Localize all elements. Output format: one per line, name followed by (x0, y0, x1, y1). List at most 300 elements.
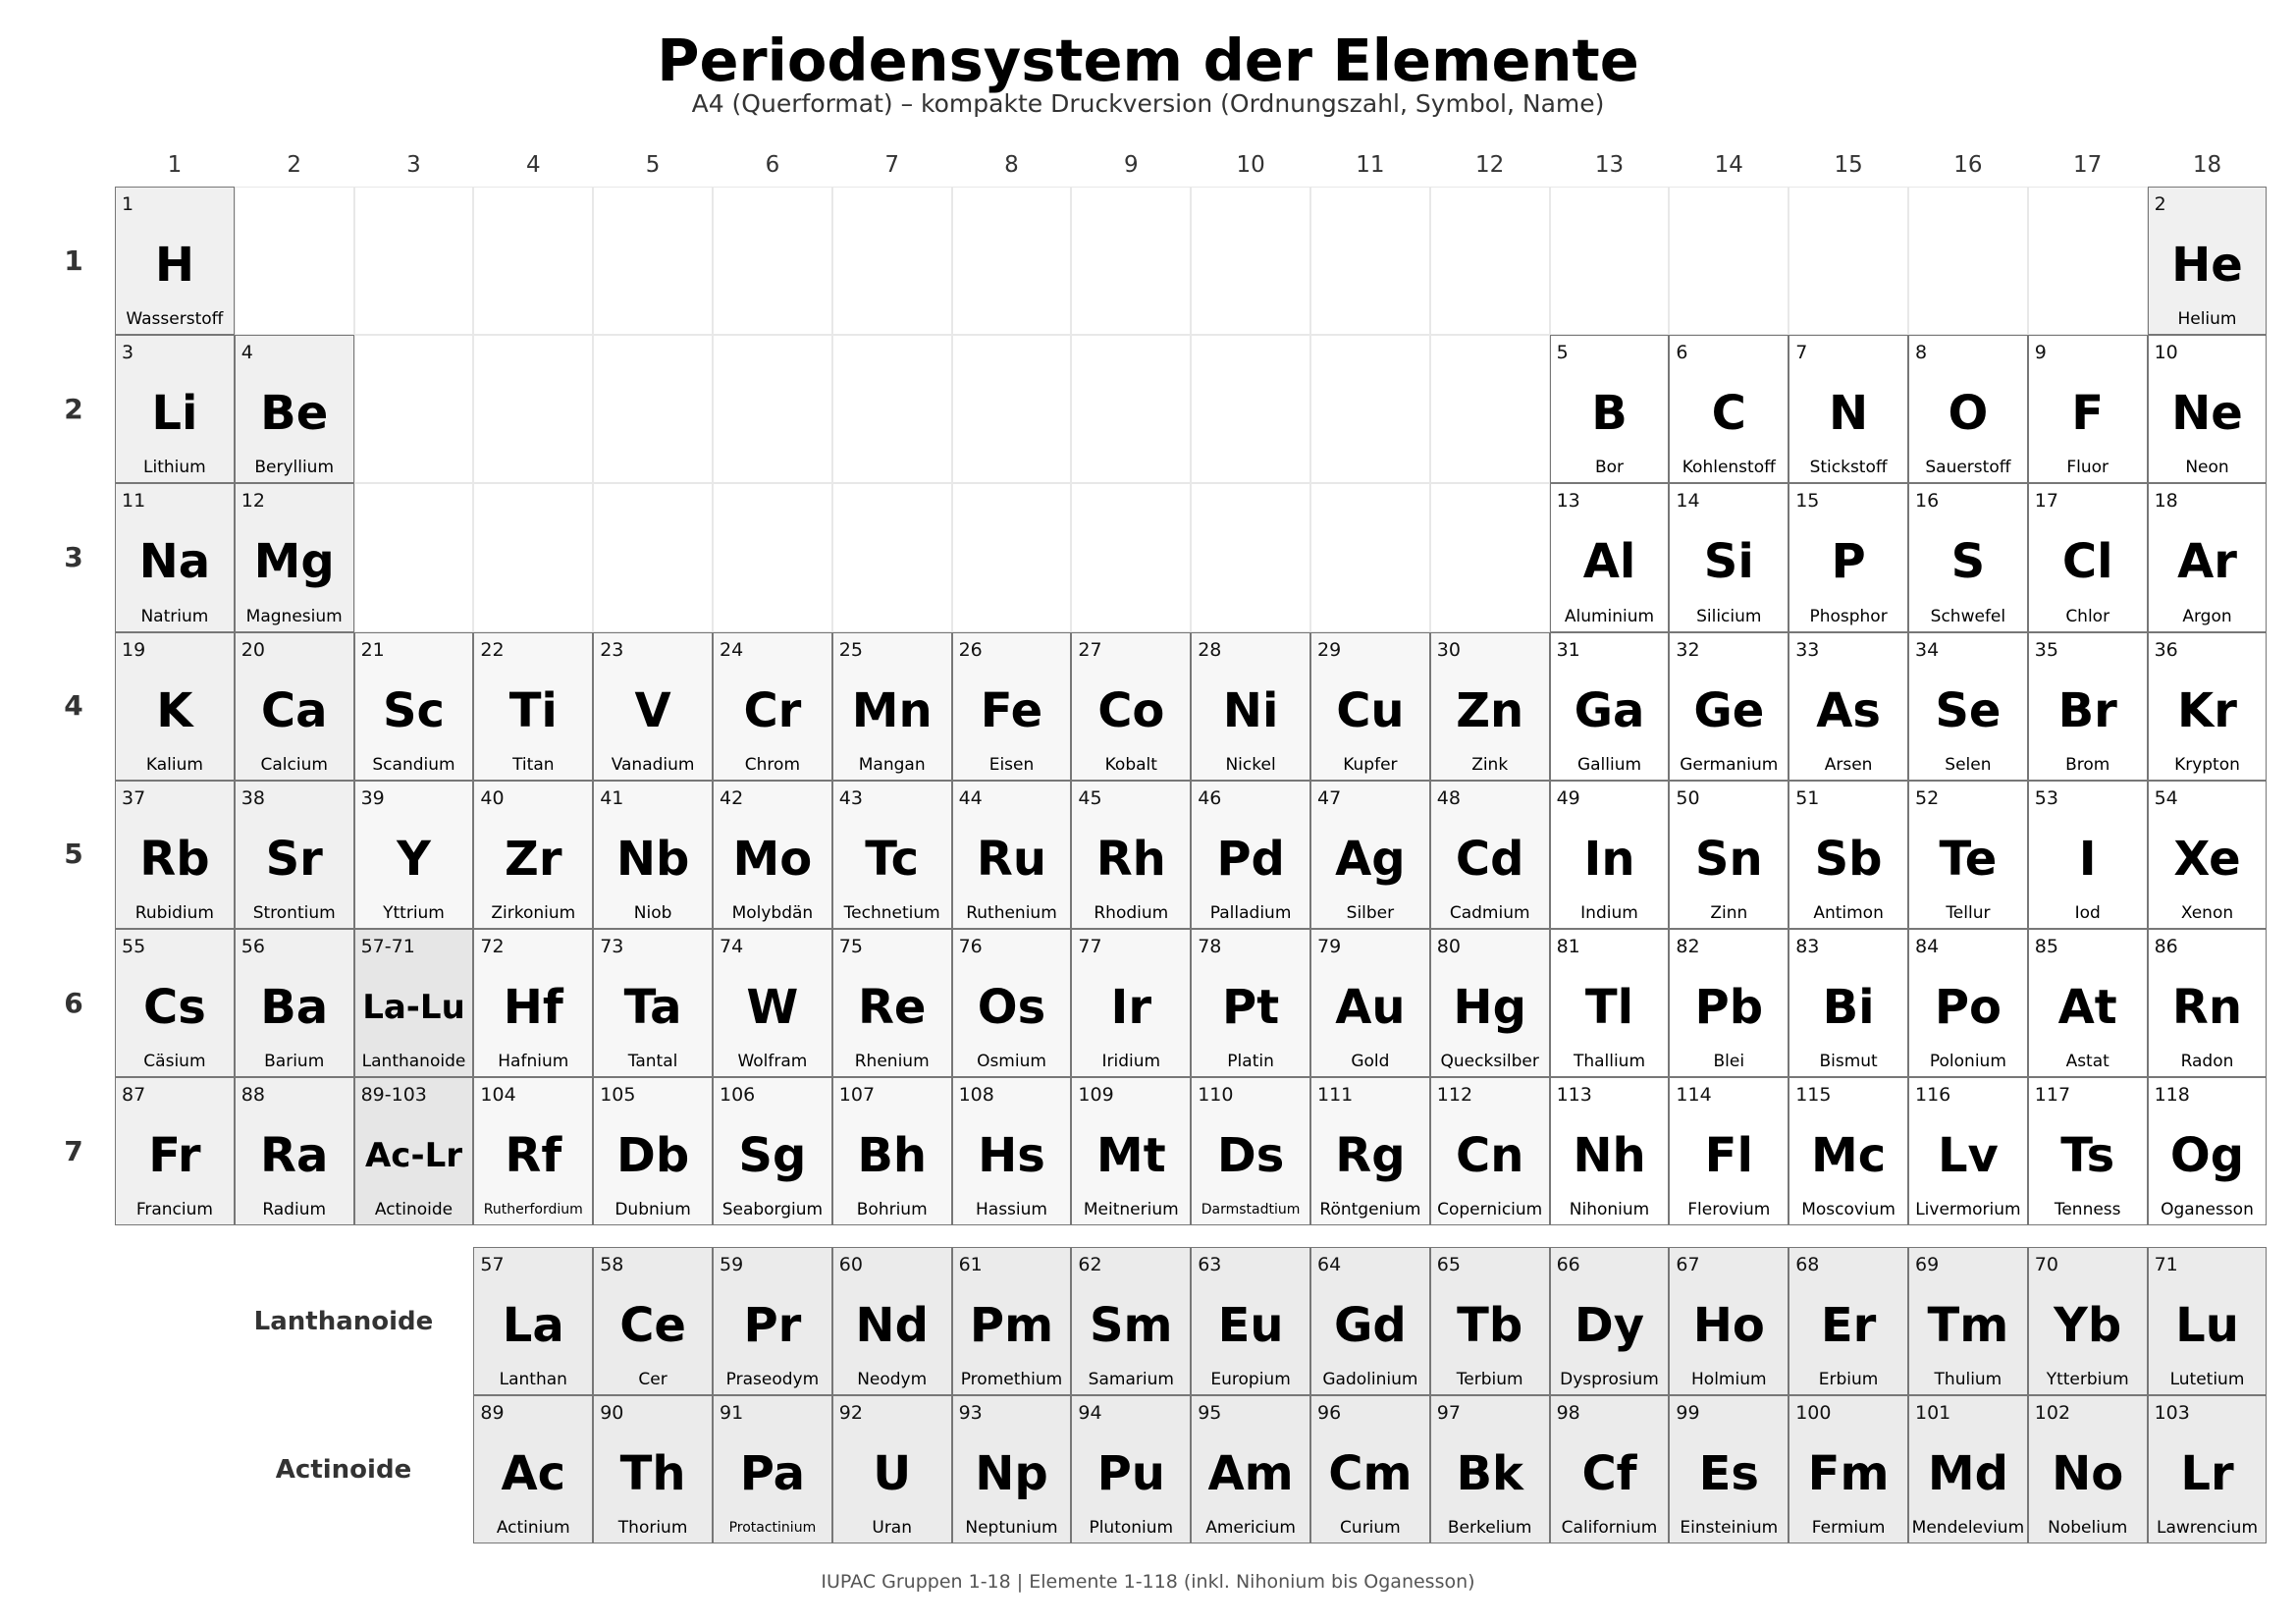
element-cell-pa[interactable] (713, 1395, 832, 1543)
element-symbol: Ds (1216, 1128, 1285, 1184)
element-cell-y[interactable] (354, 781, 474, 929)
element-name: Bohrium (856, 1200, 928, 1220)
element-name: Niob (633, 902, 672, 923)
element-symbol: Bh (857, 1128, 928, 1184)
element-cell-tc[interactable] (832, 781, 952, 929)
group-label-6: 6 (765, 152, 780, 178)
element-cell-rb[interactable] (115, 781, 235, 929)
atomic-number: 47 (1317, 786, 1342, 809)
element-cell-u[interactable] (832, 1395, 952, 1543)
element-cell-hs[interactable] (952, 1077, 1072, 1225)
element-cell-np[interactable] (952, 1395, 1072, 1543)
element-symbol: B (1591, 386, 1628, 442)
element-cell-sm[interactable] (1071, 1247, 1191, 1395)
element-cell-cr[interactable] (713, 632, 832, 781)
element-cell-la-lu[interactable] (354, 929, 474, 1077)
element-name: Cer (638, 1370, 667, 1390)
atomic-number: 104 (480, 1084, 516, 1107)
element-name: Thorium (617, 1518, 688, 1539)
group-label-2: 2 (287, 152, 302, 178)
atomic-number: 84 (1915, 936, 1940, 957)
atomic-number: 7 (1795, 342, 1808, 364)
atomic-number: 12 (240, 490, 265, 513)
element-symbol: Rb (139, 831, 210, 887)
element-symbol: Cl (2061, 534, 2113, 590)
element-symbol: Bi (1822, 980, 1875, 1035)
element-symbol: La-Lu (362, 988, 465, 1027)
element-name: Krypton (2174, 754, 2240, 775)
atomic-number: 99 (1676, 1402, 1700, 1425)
element-cell-cn[interactable] (1430, 1077, 1550, 1225)
element-name: Meitnerium (1083, 1200, 1179, 1220)
element-cell-md[interactable] (1908, 1395, 2028, 1543)
empty-grid-cell (1310, 483, 1430, 631)
element-cell-he[interactable] (2148, 187, 2268, 335)
element-symbol: Zn (1456, 682, 1524, 738)
empty-grid-cell (1071, 335, 1191, 483)
atomic-number: 115 (1795, 1084, 1832, 1107)
element-name: Moscovium (1801, 1200, 1896, 1220)
element-cell-sb[interactable] (1789, 781, 1908, 929)
element-name: Zinn (1710, 902, 1748, 923)
atomic-number: 40 (480, 786, 505, 809)
element-cell-fl[interactable] (1669, 1077, 1789, 1225)
empty-grid-cell (1191, 187, 1310, 335)
atomic-number: 106 (720, 1084, 756, 1107)
element-name: Lutetium (2169, 1370, 2245, 1390)
element-symbol: Ti (508, 682, 558, 738)
element-name: Brom (2065, 754, 2110, 775)
element-cell-ca[interactable] (235, 632, 354, 781)
element-cell-s[interactable] (1908, 483, 2028, 631)
element-cell-b[interactable] (1550, 335, 1670, 483)
atomic-number: 109 (1078, 1084, 1114, 1107)
element-name: Vanadium (611, 754, 695, 775)
element-name: Platin (1227, 1052, 1274, 1072)
element-symbol: Eu (1217, 1298, 1284, 1353)
element-name: Technetium (843, 902, 940, 923)
period-label-6: 6 (64, 986, 83, 1019)
element-name: Neodym (857, 1370, 928, 1390)
element-symbol: Am (1207, 1446, 1294, 1502)
element-cell-h[interactable] (115, 187, 235, 335)
element-cell-w[interactable] (713, 929, 832, 1077)
element-symbol: Li (151, 386, 198, 442)
element-cell-i[interactable] (2028, 781, 2148, 929)
element-symbol: Tl (1584, 980, 1634, 1035)
empty-grid-cell (354, 335, 474, 483)
element-cell-in[interactable] (1550, 781, 1670, 929)
element-symbol: Cm (1328, 1446, 1413, 1502)
element-cell-am[interactable] (1191, 1395, 1310, 1543)
element-cell-lv[interactable] (1908, 1077, 2028, 1225)
element-symbol: At (2057, 980, 2117, 1035)
element-name: Tellur (1946, 902, 1991, 923)
atomic-number: 86 (2154, 936, 2178, 957)
element-cell-mo[interactable] (713, 781, 832, 929)
atomic-number: 60 (838, 1254, 863, 1275)
atomic-number: 16 (1915, 490, 1940, 513)
atomic-number: 108 (958, 1084, 994, 1107)
atomic-number: 93 (958, 1402, 983, 1425)
element-symbol: Pu (1096, 1446, 1165, 1502)
atomic-number: 14 (1676, 490, 1700, 513)
element-cell-db[interactable] (593, 1077, 713, 1225)
element-cell-li[interactable] (115, 335, 235, 483)
element-cell-tl[interactable] (1550, 929, 1670, 1077)
empty-grid-cell (473, 335, 593, 483)
element-name: Actinoide (374, 1200, 454, 1220)
element-cell-ge[interactable] (1669, 632, 1789, 781)
atomic-number: 6 (1676, 342, 1688, 364)
element-symbol: Ts (2060, 1128, 2115, 1184)
group-label-14: 14 (1714, 152, 1743, 178)
element-cell-pd[interactable] (1191, 781, 1310, 929)
element-name: Scandium (372, 754, 455, 775)
group-label-9: 9 (1123, 152, 1139, 178)
atomic-number: 24 (720, 638, 744, 661)
empty-grid-cell (1908, 187, 2028, 335)
element-cell-k[interactable] (115, 632, 235, 781)
element-cell-cs[interactable] (115, 929, 235, 1077)
element-cell-ta[interactable] (593, 929, 713, 1077)
element-name: Thallium (1573, 1052, 1646, 1072)
group-label-1: 1 (167, 152, 183, 178)
element-cell-ds[interactable] (1191, 1077, 1310, 1225)
actinoide-row-label: Actinoide (275, 1455, 412, 1485)
element-cell-ts[interactable] (2028, 1077, 2148, 1225)
element-name: Plutonium (1089, 1518, 1174, 1539)
element-symbol: Ac-Lr (364, 1136, 462, 1176)
page-subtitle: A4 (Querformat) – kompakte Druckversion (Ordnungszahl, Symbol, Name) (691, 89, 1605, 118)
atomic-number: 19 (122, 638, 146, 661)
element-cell-bh[interactable] (832, 1077, 952, 1225)
element-cell-ra[interactable] (235, 1077, 354, 1225)
element-name: Tenness (2054, 1200, 2121, 1220)
element-name: Helium (2177, 309, 2237, 330)
element-name: Terbium (1456, 1370, 1523, 1390)
element-symbol: Mn (851, 682, 933, 738)
element-cell-mt[interactable] (1071, 1077, 1191, 1225)
element-name: Titan (512, 754, 555, 775)
element-cell-es[interactable] (1669, 1395, 1789, 1543)
element-name: Uran (872, 1518, 912, 1539)
atomic-number: 9 (2034, 342, 2047, 364)
element-cell-fm[interactable] (1789, 1395, 1908, 1543)
element-symbol: Hs (978, 1128, 1045, 1184)
element-cell-sr[interactable] (235, 781, 354, 929)
element-symbol: Ar (2177, 534, 2237, 590)
element-symbol: La (502, 1298, 564, 1353)
element-cell-mg[interactable] (235, 483, 354, 631)
atomic-number: 77 (1078, 936, 1102, 957)
element-cell-ti[interactable] (473, 632, 593, 781)
element-symbol: Tm (1927, 1298, 2009, 1353)
element-cell-bk[interactable] (1430, 1395, 1550, 1543)
atomic-number: 68 (1795, 1254, 1820, 1275)
element-cell-n[interactable] (1789, 335, 1908, 483)
element-symbol: Cs (143, 980, 206, 1035)
empty-grid-cell (1430, 483, 1550, 631)
element-cell-be[interactable] (235, 335, 354, 483)
atomic-number: 94 (1078, 1402, 1102, 1425)
period-label-7: 7 (64, 1134, 83, 1167)
empty-grid-cell (832, 187, 952, 335)
element-name: Kobalt (1104, 754, 1157, 775)
element-name: Yttrium (383, 902, 445, 923)
element-cell-as[interactable] (1789, 632, 1908, 781)
element-name: Schwefel (1930, 606, 2006, 626)
element-cell-po[interactable] (1908, 929, 2028, 1077)
atomic-number: 11 (122, 490, 146, 513)
element-cell-zn[interactable] (1430, 632, 1550, 781)
element-cell-zr[interactable] (473, 781, 593, 929)
element-name: Gold (1351, 1052, 1390, 1072)
element-cell-cd[interactable] (1430, 781, 1550, 929)
atomic-number: 39 (360, 786, 385, 809)
element-name: Mendelevium (1911, 1518, 2025, 1539)
element-cell-la[interactable] (473, 1247, 593, 1395)
element-name: Phosphor (1809, 606, 1888, 626)
element-cell-au[interactable] (1310, 929, 1430, 1077)
element-cell-ne[interactable] (2148, 335, 2268, 483)
atomic-number: 18 (2154, 490, 2178, 513)
element-symbol: Rg (1335, 1128, 1406, 1184)
element-cell-lu[interactable] (2148, 1247, 2268, 1395)
element-name: Antimon (1813, 902, 1884, 923)
footer-note: IUPAC Gruppen 1-18 | Elemente 1-118 (inkl. Nihonium bis Oganesson) (821, 1571, 1475, 1593)
element-symbol: Th (619, 1446, 686, 1502)
period-label-4: 4 (64, 689, 83, 723)
element-cell-br[interactable] (2028, 632, 2148, 781)
element-name: Tantal (627, 1052, 678, 1072)
element-name: Cadmium (1449, 902, 1530, 923)
element-name: Hassium (976, 1200, 1047, 1220)
atomic-number: 44 (958, 786, 983, 809)
element-cell-cu[interactable] (1310, 632, 1430, 781)
group-label-4: 4 (525, 152, 541, 178)
element-cell-at[interactable] (2028, 929, 2148, 1077)
element-name: Neon (2185, 458, 2229, 478)
group-label-7: 7 (884, 152, 900, 178)
element-cell-ba[interactable] (235, 929, 354, 1077)
element-cell-p[interactable] (1789, 483, 1908, 631)
element-symbol: Al (1582, 534, 1636, 590)
element-symbol: Cr (743, 682, 802, 738)
element-name: Germanium (1680, 754, 1779, 775)
atomic-number: 116 (1915, 1084, 1951, 1107)
element-symbol: Og (2169, 1128, 2245, 1184)
atomic-number: 64 (1317, 1254, 1342, 1275)
element-symbol: Gd (1334, 1298, 1407, 1353)
element-symbol: Sc (382, 682, 445, 738)
atomic-number: 26 (958, 638, 983, 661)
element-cell-cm[interactable] (1310, 1395, 1430, 1543)
group-label-17: 17 (2073, 152, 2103, 178)
element-cell-sc[interactable] (354, 632, 474, 781)
element-name: Magnesium (245, 606, 343, 626)
element-name: Wolfram (737, 1052, 808, 1072)
element-cell-sg[interactable] (713, 1077, 832, 1225)
element-symbol: Ru (976, 831, 1047, 887)
element-name: Strontium (252, 902, 336, 923)
element-cell-pt[interactable] (1191, 929, 1310, 1077)
element-cell-kr[interactable] (2148, 632, 2268, 781)
element-cell-ce[interactable] (593, 1247, 713, 1395)
atomic-number: 70 (2034, 1254, 2058, 1275)
element-name: Indium (1580, 902, 1638, 923)
element-symbol: Nh (1573, 1128, 1646, 1184)
element-cell-xe[interactable] (2148, 781, 2268, 929)
element-cell-pm[interactable] (952, 1247, 1072, 1395)
element-symbol: Sg (738, 1128, 807, 1184)
element-cell-nd[interactable] (832, 1247, 952, 1395)
element-cell-hg[interactable] (1430, 929, 1550, 1077)
element-name: Radon (2180, 1052, 2234, 1072)
element-cell-v[interactable] (593, 632, 713, 781)
element-name: Americium (1205, 1518, 1296, 1539)
element-cell-dy[interactable] (1550, 1247, 1670, 1395)
element-cell-ac[interactable] (473, 1395, 593, 1543)
element-cell-rg[interactable] (1310, 1077, 1430, 1225)
element-cell-ac-lr[interactable] (354, 1077, 474, 1225)
element-cell-cl[interactable] (2028, 483, 2148, 631)
atomic-number: 34 (1915, 638, 1940, 661)
atomic-number: 102 (2034, 1402, 2071, 1425)
element-cell-ru[interactable] (952, 781, 1072, 929)
element-symbol: Yb (2054, 1298, 2122, 1353)
element-name: Chrom (744, 754, 801, 775)
empty-grid-cell (593, 483, 713, 631)
element-cell-pr[interactable] (713, 1247, 832, 1395)
element-cell-co[interactable] (1071, 632, 1191, 781)
element-cell-cf[interactable] (1550, 1395, 1670, 1543)
element-cell-rh[interactable] (1071, 781, 1191, 929)
element-cell-gd[interactable] (1310, 1247, 1430, 1395)
element-cell-th[interactable] (593, 1395, 713, 1543)
element-symbol: Cd (1455, 831, 1524, 887)
atomic-number: 20 (240, 638, 265, 661)
empty-grid-cell (1191, 335, 1310, 483)
element-cell-rn[interactable] (2148, 929, 2268, 1077)
atomic-number: 13 (1556, 490, 1580, 513)
empty-grid-cell (1669, 187, 1789, 335)
element-symbol: Ta (623, 980, 682, 1035)
element-cell-pu[interactable] (1071, 1395, 1191, 1543)
element-cell-bi[interactable] (1789, 929, 1908, 1077)
element-symbol: Hf (503, 980, 563, 1035)
atomic-number: 101 (1915, 1402, 1951, 1425)
element-cell-yb[interactable] (2028, 1247, 2148, 1395)
element-cell-f[interactable] (2028, 335, 2148, 483)
group-label-8: 8 (1004, 152, 1019, 178)
atomic-number: 36 (2154, 638, 2178, 661)
element-cell-lr[interactable] (2148, 1395, 2268, 1543)
element-cell-eu[interactable] (1191, 1247, 1310, 1395)
element-symbol: Fr (148, 1128, 201, 1184)
element-cell-te[interactable] (1908, 781, 2028, 929)
element-symbol: Ac (501, 1446, 566, 1502)
element-cell-ni[interactable] (1191, 632, 1310, 781)
element-cell-re[interactable] (832, 929, 952, 1077)
group-label-13: 13 (1594, 152, 1625, 178)
element-symbol: Sm (1089, 1298, 1173, 1353)
element-cell-og[interactable] (2148, 1077, 2268, 1225)
element-name: Eisen (988, 754, 1035, 775)
atomic-number: 89 (480, 1402, 505, 1425)
element-name: Blei (1713, 1052, 1745, 1072)
element-name: Samarium (1088, 1370, 1174, 1390)
element-cell-si[interactable] (1669, 483, 1789, 631)
element-cell-se[interactable] (1908, 632, 2028, 781)
element-cell-pb[interactable] (1669, 929, 1789, 1077)
element-cell-tb[interactable] (1430, 1247, 1550, 1395)
element-cell-tm[interactable] (1908, 1247, 2028, 1395)
period-label-1: 1 (64, 244, 83, 277)
empty-grid-cell (1430, 335, 1550, 483)
atomic-number: 80 (1436, 936, 1461, 957)
element-cell-hf[interactable] (473, 929, 593, 1077)
element-symbol: Lr (2180, 1446, 2234, 1502)
element-name: Protactinium (728, 1520, 817, 1537)
element-cell-fr[interactable] (115, 1077, 235, 1225)
element-name: Selen (1945, 754, 1992, 775)
atomic-number: 103 (2154, 1402, 2190, 1425)
element-cell-ho[interactable] (1669, 1247, 1789, 1395)
element-cell-er[interactable] (1789, 1247, 1908, 1395)
element-name: Silber (1346, 902, 1395, 923)
element-cell-o[interactable] (1908, 335, 2028, 483)
element-cell-rf[interactable] (473, 1077, 593, 1225)
element-cell-ag[interactable] (1310, 781, 1430, 929)
element-name: Ruthenium (966, 902, 1057, 923)
element-cell-no[interactable] (2028, 1395, 2148, 1543)
element-cell-na[interactable] (115, 483, 235, 631)
element-cell-mn[interactable] (832, 632, 952, 781)
element-cell-c[interactable] (1669, 335, 1789, 483)
atomic-number: 28 (1198, 638, 1222, 661)
page-title: Periodensystem der Elemente (657, 27, 1639, 94)
element-cell-al[interactable] (1550, 483, 1670, 631)
empty-grid-cell (713, 335, 832, 483)
element-name: Neptunium (965, 1518, 1058, 1539)
atomic-number: 30 (1436, 638, 1461, 661)
element-cell-mc[interactable] (1789, 1077, 1908, 1225)
atomic-number: 114 (1676, 1084, 1712, 1107)
element-cell-sn[interactable] (1669, 781, 1789, 929)
element-cell-nb[interactable] (593, 781, 713, 929)
element-name: Curium (1340, 1518, 1401, 1539)
element-name: Iod (2074, 902, 2101, 923)
element-cell-os[interactable] (952, 929, 1072, 1077)
element-cell-nh[interactable] (1550, 1077, 1670, 1225)
atomic-number: 52 (1915, 786, 1940, 809)
empty-grid-cell (235, 187, 354, 335)
element-cell-ir[interactable] (1071, 929, 1191, 1077)
element-symbol: Mc (1810, 1128, 1887, 1184)
atomic-number: 111 (1317, 1084, 1354, 1107)
atomic-number: 2 (2154, 193, 2166, 215)
element-symbol: Ag (1335, 831, 1406, 887)
period-label-3: 3 (64, 541, 83, 573)
element-cell-fe[interactable] (952, 632, 1072, 781)
element-name: Dubnium (614, 1200, 691, 1220)
element-cell-ar[interactable] (2148, 483, 2268, 631)
element-symbol: Au (1335, 980, 1406, 1035)
element-symbol: Po (1934, 980, 2002, 1035)
atomic-number: 58 (600, 1254, 624, 1275)
element-cell-ga[interactable] (1550, 632, 1670, 781)
